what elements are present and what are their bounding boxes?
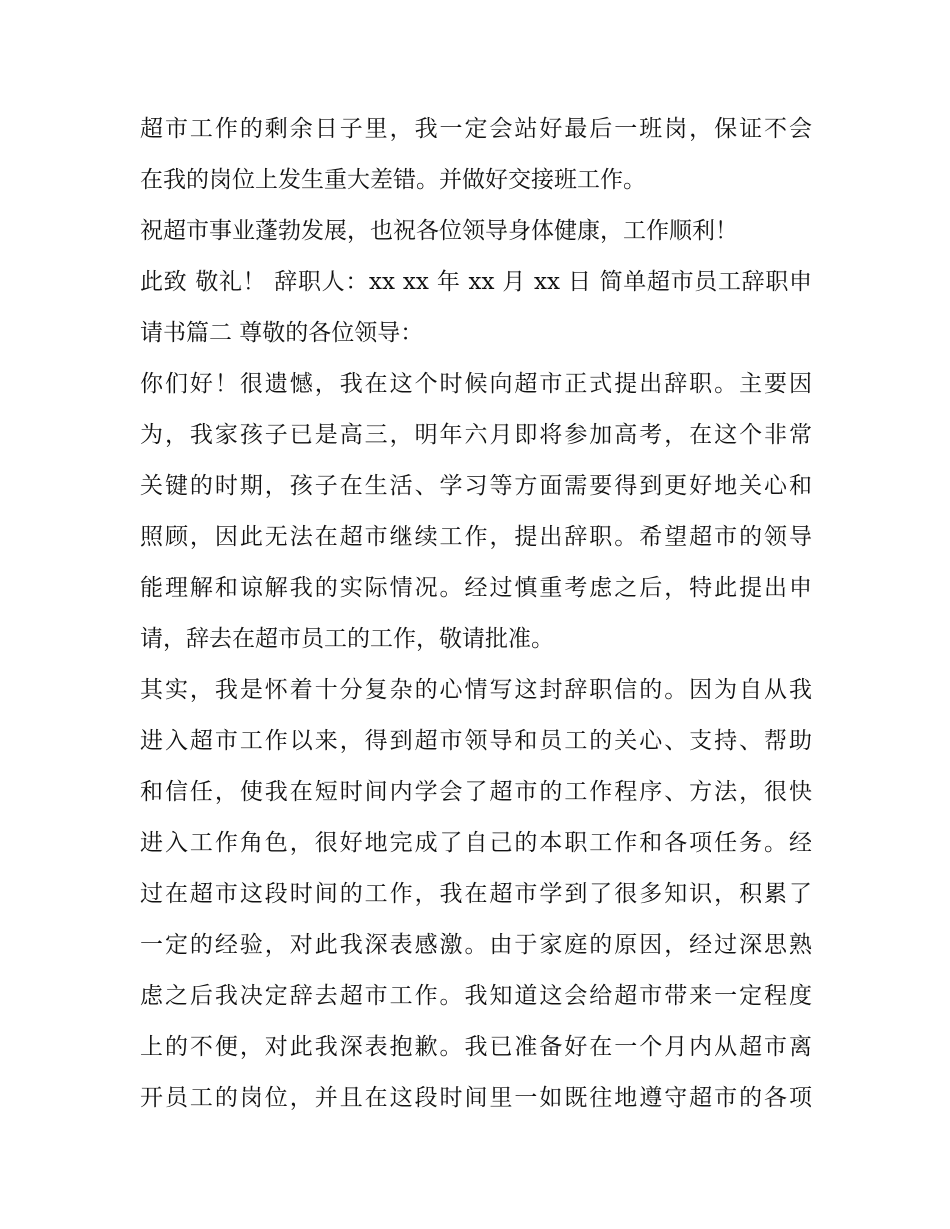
text-line: 能理解和谅解我的实际情况。经过慎重考虑之后，特此提出申 <box>140 575 812 601</box>
text-line: 过在超市这段时间的工作，我在超市学到了很多知识，积累了 <box>140 881 812 907</box>
text-line: 你们好！很遗憾，我在这个时候向超市正式提出辞职。主要因 <box>140 371 812 397</box>
text-line: 为，我家孩子已是高三，明年六月即将参加高考，在这个非常 <box>140 422 812 448</box>
text-line: 进入超市工作以来，得到超市领导和员工的关心、支持、帮助 <box>140 728 812 754</box>
text-line: 进入工作角色，很好地完成了自己的本职工作和各项任务。经 <box>140 830 812 856</box>
text-line: 其实，我是怀着十分复杂的心情写这封辞职信的。因为自从我 <box>140 677 812 703</box>
text-line: 和信任，使我在短时间内学会了超市的工作程序、方法，很快 <box>140 779 812 805</box>
text-line: 上的不便，对此我深表抱歉。我已准备好在一个月内从超市离 <box>140 1034 812 1060</box>
document-body <box>140 104 812 1124</box>
text-line: 在我的岗位上发生重大差错。并做好交接班工作。 <box>140 167 646 193</box>
text-line: 超市工作的剩余日子里，我一定会站好最后一班岗，保证不会 <box>140 116 812 142</box>
text-line: 一定的经验，对此我深表感激。由于家庭的原因，经过深思熟 <box>140 932 812 958</box>
text-line: 请书篇二 尊敬的各位领导： <box>140 320 424 346</box>
text-line: 关键的时期，孩子在生活、学习等方面需要得到更好地关心和 <box>140 473 812 499</box>
text-line: 照顾，因此无法在超市继续工作，提出辞职。希望超市的领导 <box>140 524 812 550</box>
text-line: 请，辞去在超市员工的工作，敬请批准。 <box>140 626 554 652</box>
text-line: 虑之后我决定辞去超市工作。我知道这会给超市带来一定程度 <box>140 983 812 1009</box>
text-line: 祝超市事业蓬勃发展，也祝各位领导身体健康，工作顺利！ <box>140 218 738 244</box>
text-line: 此致 敬礼！ 辞职人：xx xx 年 xx 月 xx 日 简单超市员工辞职申 <box>140 269 812 295</box>
text-line: 开员工的岗位，并且在这段时间里一如既往地遵守超市的各项 <box>140 1085 812 1111</box>
